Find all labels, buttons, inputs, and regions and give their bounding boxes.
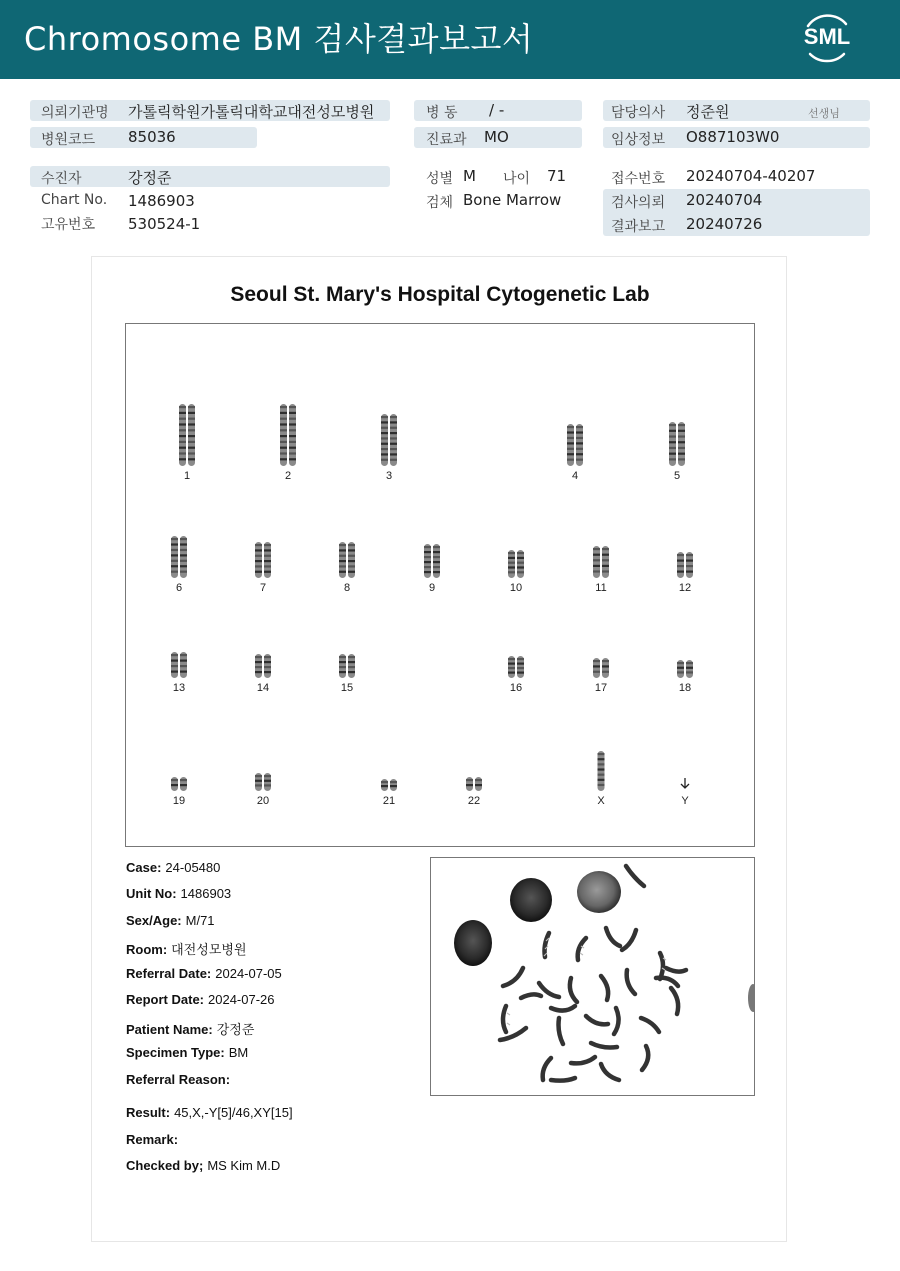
- info-value: MS Kim M.D: [207, 1158, 281, 1173]
- info-label: Room:: [126, 942, 168, 957]
- chart-label: Chart No.: [41, 192, 108, 208]
- receipt-label: 접수번호: [611, 171, 666, 187]
- chromosome-19: [165, 775, 193, 793]
- chromosome-14: [249, 652, 277, 680]
- info-line: [126, 939, 247, 958]
- chromosome-3: [375, 412, 403, 468]
- info-label: Referral Reason:: [126, 1072, 231, 1087]
- info-value: 대전성모병원: [171, 942, 247, 957]
- chromosome-18: [671, 658, 699, 680]
- chromosome-8: [333, 540, 361, 580]
- institution-label: 의뢰기관명: [41, 105, 109, 121]
- unique-value: 530524-1: [128, 215, 201, 233]
- specimen-value: Bone Marrow: [463, 191, 562, 209]
- karyotype-label-6: 6: [175, 582, 183, 594]
- clinical-label: 임상정보: [611, 132, 666, 148]
- report-panel: [91, 256, 787, 1242]
- page-title: Chromosome BM 검사결과보고서: [24, 20, 534, 58]
- info-value: M/71: [185, 913, 215, 928]
- logo-text: SML: [803, 24, 851, 49]
- request-label: 검사의뢰: [611, 195, 666, 211]
- age-label: 나이: [503, 171, 531, 187]
- karyotype-box: [125, 323, 755, 847]
- specimen-label: 검체: [426, 195, 454, 211]
- karyotype-label-21: 21: [382, 795, 396, 807]
- karyotype-label-8: 8: [343, 582, 351, 594]
- info-value: 45,X,-Y[5]/46,XY[15]: [174, 1105, 293, 1120]
- karyotype-label-12: 12: [678, 582, 692, 594]
- karyotype-label-5: 5: [673, 470, 681, 482]
- report-label: 결과보고: [611, 219, 666, 235]
- info-line: [126, 886, 231, 901]
- sex-label: 성별: [426, 171, 454, 187]
- karyotype-label-17: 17: [594, 682, 608, 694]
- doctor-label: 담당의사: [611, 105, 666, 121]
- info-value: 강정준: [216, 1022, 255, 1037]
- chromosome-X: [595, 749, 607, 793]
- karyotype-label-X: X: [597, 795, 605, 807]
- karyotype-label-22: 22: [467, 795, 481, 807]
- info-label: Case:: [126, 860, 162, 875]
- info-label: Referral Date:: [126, 966, 212, 981]
- karyotype-layer: [126, 324, 754, 846]
- karyotype-label-7: 7: [259, 582, 267, 594]
- karyotype-label-2: 2: [284, 470, 292, 482]
- unique-label: 고유번호: [41, 217, 96, 233]
- info-label: Result:: [126, 1105, 171, 1120]
- karyotype-label-13: 13: [172, 682, 186, 694]
- chromosome-21: [375, 777, 403, 793]
- karyotype-label-1: 1: [183, 470, 191, 482]
- karyotype-label-15: 15: [340, 682, 354, 694]
- info-line: [126, 1072, 234, 1087]
- info-label: Report Date:: [126, 992, 205, 1007]
- ward-value: / -: [489, 101, 505, 119]
- info-value: 24-05480: [165, 860, 221, 875]
- chromosome-7: [249, 540, 277, 580]
- karyotype-label-4: 4: [571, 470, 579, 482]
- chromosome-15: [333, 652, 361, 680]
- chart-value: 1486903: [128, 192, 195, 210]
- receipt-value: 20240704-40207: [686, 167, 816, 185]
- info-value: BM: [228, 1045, 249, 1060]
- patient-label: 수진자: [41, 171, 82, 187]
- report-title: Seoul St. Mary's Hospital Cytogenetic Lab: [230, 283, 650, 306]
- info-line: [126, 860, 220, 875]
- chromosome-1: [173, 402, 201, 468]
- info-line: [126, 966, 282, 981]
- request-value: 20240704: [686, 191, 763, 209]
- chromosome-4: [561, 422, 589, 468]
- info-line: [126, 1132, 182, 1147]
- age-value: 71: [547, 167, 567, 185]
- info-label: Unit No:: [126, 886, 177, 901]
- info-line: [126, 1158, 280, 1173]
- info-line: [126, 992, 275, 1007]
- karyotype-label-3: 3: [385, 470, 393, 482]
- info-line: [126, 1019, 254, 1038]
- karyotype-label-18: 18: [678, 682, 692, 694]
- chromosome-17: [587, 656, 615, 680]
- hospital-code-value: 85036: [128, 128, 176, 146]
- patient-value: 강정준: [128, 169, 172, 187]
- metaphase-spread-icon: [431, 858, 755, 1096]
- institution-value: 가톨릭학원가톨릭대학교대전성모병원: [128, 103, 375, 121]
- karyotype-label-16: 16: [509, 682, 523, 694]
- info-label: Remark:: [126, 1132, 179, 1147]
- karyotype-label-9: 9: [428, 582, 436, 594]
- info-line: [126, 913, 215, 928]
- chromosome-10: [502, 548, 530, 580]
- chromosome-22: [460, 775, 488, 793]
- hospital-code-label: 병원코드: [41, 132, 96, 148]
- chromosome-20: [249, 771, 277, 793]
- chromosome-9: [418, 542, 446, 580]
- chromosome-5: [663, 420, 691, 468]
- karyotype-label-14: 14: [256, 682, 270, 694]
- doctor-suffix: 선생님: [808, 107, 840, 120]
- info-value: 1486903: [180, 886, 232, 901]
- chromosome-12: [671, 550, 699, 580]
- chromosome-Y: [671, 777, 699, 793]
- chromosome-11: [587, 544, 615, 580]
- chromosome-6: [165, 534, 193, 580]
- department-value: MO: [484, 128, 509, 146]
- karyotype-label-11: 11: [595, 582, 607, 594]
- info-label: Patient Name:: [126, 1022, 213, 1037]
- chromosome-16: [502, 654, 530, 680]
- info-label: Sex/Age:: [126, 913, 182, 928]
- chromosome-13: [165, 650, 193, 680]
- karyotype-label-20: 20: [256, 795, 270, 807]
- info-label: Specimen Type:: [126, 1045, 225, 1060]
- info-label: Checked by;: [126, 1158, 204, 1173]
- ward-label: 병 동: [426, 105, 458, 121]
- karyotype-label-10: 10: [509, 582, 523, 594]
- doctor-value: 정준원: [686, 103, 730, 121]
- info-line: [126, 1105, 293, 1120]
- sml-logo: [798, 12, 856, 64]
- info-value: 2024-07-05: [215, 966, 282, 981]
- chromosome-2: [274, 402, 302, 468]
- info-line: [126, 1045, 248, 1060]
- field-bg-patient: [30, 166, 390, 187]
- department-label: 진료과: [426, 132, 467, 148]
- sex-value: M: [463, 167, 476, 185]
- karyotype-label-19: 19: [172, 795, 186, 807]
- metaphase-image: [430, 857, 755, 1096]
- info-value: 2024-07-26: [208, 992, 275, 1007]
- clinical-value: O887103W0: [686, 128, 780, 146]
- header-bar: [0, 0, 900, 79]
- report-value: 20240726: [686, 215, 763, 233]
- karyotype-label-Y: Y: [681, 795, 689, 807]
